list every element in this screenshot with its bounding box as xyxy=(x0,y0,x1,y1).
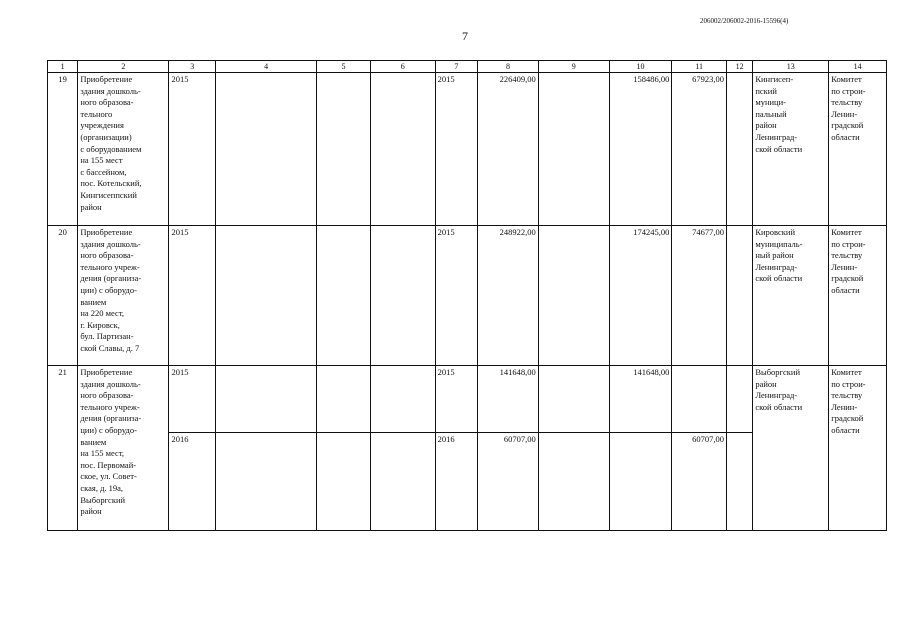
page-number: 7 xyxy=(462,29,468,43)
column-header: 4 xyxy=(215,61,316,73)
empty-cell xyxy=(727,433,753,531)
column-header: 10 xyxy=(609,61,672,73)
column-header: 11 xyxy=(672,61,727,73)
column-header: 5 xyxy=(317,61,371,73)
column-header: 14 xyxy=(829,61,887,73)
amount-cell: 141648,00 xyxy=(478,366,539,433)
table-row xyxy=(48,73,887,226)
empty-cell xyxy=(727,73,753,226)
year-cell: 2015 xyxy=(435,226,478,366)
amount-cell: 60707,00 xyxy=(478,433,539,531)
amount-cell: 141648,00 xyxy=(609,366,672,433)
year-cell: 2015 xyxy=(435,366,478,433)
amount-cell: 226409,00 xyxy=(478,73,539,226)
responsible-cell: Комитет по строи- тельству Ленин- градской области xyxy=(829,226,887,366)
empty-cell xyxy=(727,226,753,366)
empty-cell xyxy=(538,433,609,531)
empty-cell xyxy=(538,366,609,433)
document-number: 206002/206002-2016-15596(4) xyxy=(700,17,789,25)
empty-cell xyxy=(215,433,316,531)
empty-cell xyxy=(727,366,753,433)
empty-cell xyxy=(215,73,316,226)
table-row xyxy=(48,226,887,366)
year-cell: 2015 xyxy=(435,73,478,226)
object-name: Приобретение здания дошколь- ного образова- тельного учреж- дения (организа- ции) с оборудо- ванием на 155 мест, пос. Первомай- ское, ул. Совет- ская, д. 19а, Выборгский район xyxy=(78,366,169,531)
column-header: 2 xyxy=(78,61,169,73)
municipality-cell: Кировский муниципаль- ный район Ленинград- ской области xyxy=(753,226,829,366)
row-number: 21 xyxy=(48,366,78,531)
empty-cell xyxy=(370,366,435,433)
year-cell: 2016 xyxy=(435,433,478,531)
column-header: 1 xyxy=(48,61,78,73)
column-header: 12 xyxy=(727,61,753,73)
empty-cell xyxy=(317,366,371,433)
responsible-cell: Комитет по строи- тельству Ленин- градской области xyxy=(829,73,887,226)
data-table xyxy=(47,60,887,531)
column-header: 13 xyxy=(753,61,829,73)
amount-cell: 248922,00 xyxy=(478,226,539,366)
amount-cell: 60707,00 xyxy=(672,433,727,531)
municipality-cell: Выборгский район Ленинград- ской области xyxy=(753,366,829,531)
amount-cell: 74677,00 xyxy=(672,226,727,366)
column-header: 7 xyxy=(435,61,478,73)
column-header: 9 xyxy=(538,61,609,73)
responsible-cell: Комитет по строи- тельству Ленин- градской области xyxy=(829,366,887,531)
empty-cell xyxy=(215,366,316,433)
row-number: 19 xyxy=(48,73,78,226)
row-number: 20 xyxy=(48,226,78,366)
empty-cell xyxy=(370,73,435,226)
amount-cell: 174245,00 xyxy=(609,226,672,366)
amount-cell: 67923,00 xyxy=(672,73,727,226)
empty-cell xyxy=(538,226,609,366)
empty-cell xyxy=(317,73,371,226)
amount-cell xyxy=(609,433,672,531)
empty-cell xyxy=(317,226,371,366)
empty-cell xyxy=(317,433,371,531)
municipality-cell: Кингисеп- пский муници- пальный район Ленинград- ской области xyxy=(753,73,829,226)
object-name: Приобретение здания дошколь- ного образова- тельного учреж- дения (организа- ции) с оборудо- ванием на 220 мест, г. Кировск, бул. Партизан- ской Славы, д. 7 xyxy=(78,226,169,366)
amount-cell: 158486,00 xyxy=(609,73,672,226)
column-header: 3 xyxy=(169,61,216,73)
year-cell: 2015 xyxy=(169,73,216,226)
empty-cell xyxy=(370,226,435,366)
empty-cell xyxy=(215,226,316,366)
column-header: 8 xyxy=(478,61,539,73)
column-number-row xyxy=(48,61,887,73)
object-name: Приобретение здания дошколь- ного образова- тельного учреждения (организации) с оборудованием на 155 мест с бассейном, пос. Котельский, Кингисеппский район xyxy=(78,73,169,226)
empty-cell xyxy=(370,433,435,531)
year-cell: 2015 xyxy=(169,226,216,366)
amount-cell xyxy=(672,366,727,433)
year-cell: 2016 xyxy=(169,433,216,531)
column-header: 6 xyxy=(370,61,435,73)
table-row xyxy=(48,366,887,433)
year-cell: 2015 xyxy=(169,366,216,433)
empty-cell xyxy=(538,73,609,226)
